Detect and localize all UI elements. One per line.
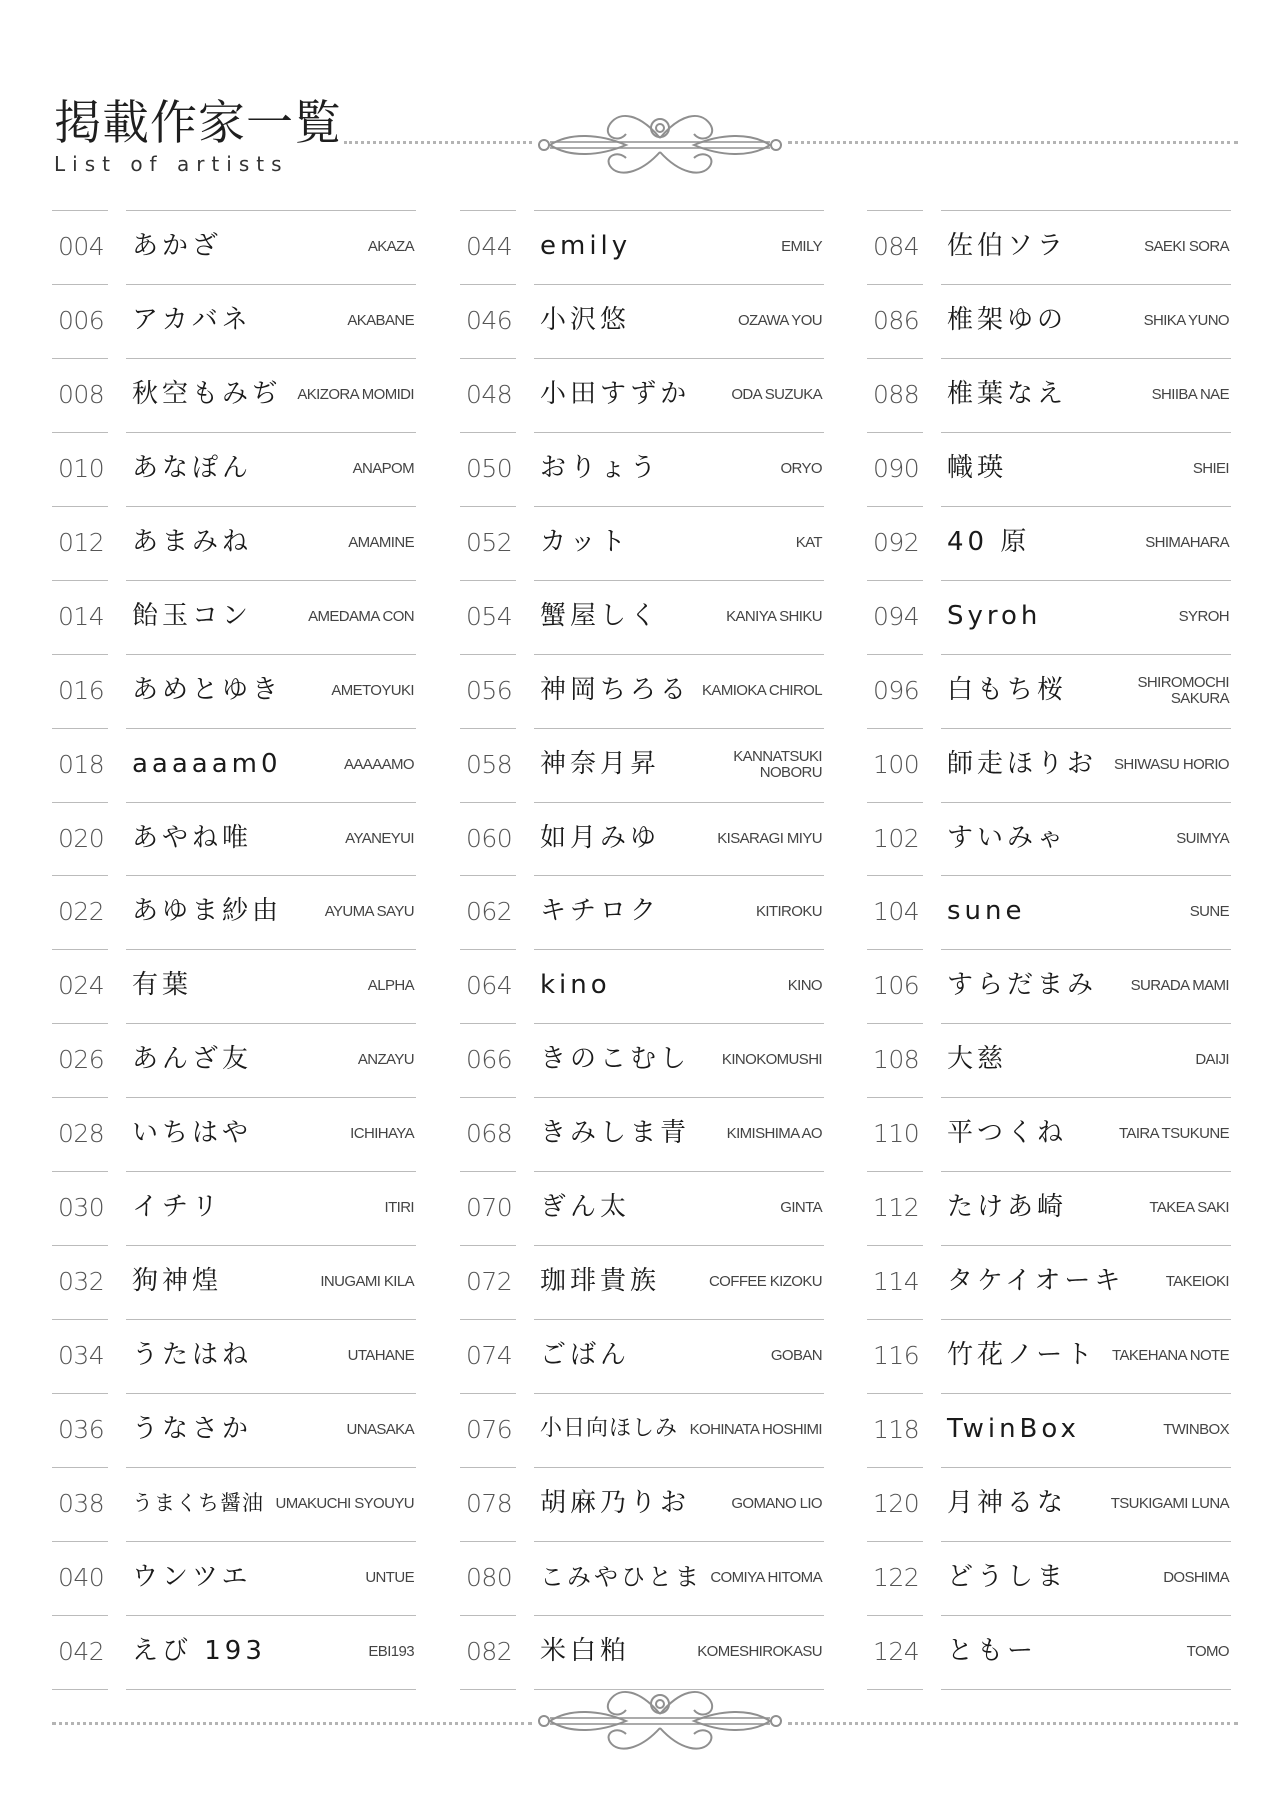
artist-name: キチロク (540, 896, 661, 927)
artist-name-romanized: SUNE (1189, 903, 1229, 921)
page-number: 014 (58, 601, 105, 631)
artist-row (52, 1320, 416, 1394)
artist-name-romanized: SHIWASU HORIO (1114, 755, 1229, 773)
artist-name: すいみゃ (947, 822, 1068, 853)
page-number: 118 (873, 1415, 920, 1444)
page-number: 028 (58, 1119, 105, 1149)
page-number: 116 (873, 1341, 920, 1371)
artist-name-romanized: AKAZA (367, 238, 414, 255)
artist-name-romanized: SHIMAHARA (1145, 533, 1229, 551)
page-number: 044 (466, 232, 513, 261)
artist-row (460, 803, 824, 877)
artist-name: 小日向ほしみ (540, 1416, 679, 1441)
artist-name-romanized: TAKEIOKI (1165, 1273, 1229, 1291)
header-dotted-rule-right (788, 141, 1238, 144)
page-number: 040 (58, 1562, 105, 1592)
artist-name: 平つくね (947, 1118, 1068, 1149)
page-number: 064 (466, 971, 513, 1001)
artist-name-romanized: GINTA (780, 1199, 822, 1217)
artist-name: kino (540, 970, 611, 1001)
page-number: 034 (58, 1341, 105, 1371)
page-subtitle: List of artists (54, 152, 289, 176)
artist-name-romanized: UNTUE (365, 1568, 414, 1586)
artist-name-romanized: ODA SUZUKA (731, 385, 822, 403)
artist-name-romanized: SHIKA YUNO (1143, 311, 1229, 329)
artist-row (867, 950, 1231, 1024)
artist-row (52, 1616, 416, 1690)
page-number: 108 (873, 1045, 920, 1075)
artist-row (867, 876, 1231, 950)
page-number: 114 (873, 1267, 920, 1297)
page-number: 112 (873, 1193, 920, 1223)
artist-row (52, 655, 416, 729)
artist-row (460, 876, 824, 950)
page-number: 074 (466, 1341, 513, 1371)
page-number: 110 (873, 1119, 920, 1149)
artist-row (460, 950, 824, 1024)
page-number: 120 (873, 1488, 920, 1518)
artist-name-romanized: ANZAYU (357, 1051, 414, 1069)
artist-row (867, 1542, 1231, 1616)
artist-name: 師走ほりお (947, 748, 1098, 779)
artist-name: emily (540, 231, 632, 261)
artist-name: あかざ (132, 231, 223, 261)
artist-row (52, 1394, 416, 1468)
artist-row (460, 433, 824, 507)
artist-name: ぎん太 (540, 1192, 631, 1223)
page-number: 066 (466, 1045, 513, 1075)
page-number: 048 (466, 379, 513, 409)
header-dotted-rule-left (344, 141, 532, 144)
artist-name: いちはや (132, 1118, 253, 1149)
page-number: 080 (466, 1562, 513, 1592)
artist-name-romanized: OZAWA YOU (737, 311, 822, 329)
artist-name: どうしま (947, 1561, 1068, 1592)
artist-name-romanized: UNASAKA (346, 1421, 414, 1438)
artist-name: こみやひとま (540, 1562, 702, 1591)
artist-name: 大慈 (947, 1044, 1008, 1075)
page-number: 008 (58, 379, 105, 409)
artist-row (867, 1394, 1231, 1468)
footer-dotted-rule-left (52, 1722, 532, 1725)
artist-name: おりょう (540, 452, 661, 483)
artist-name-romanized: TAKEA SAKI (1149, 1199, 1229, 1217)
artist-name: うなさか (132, 1414, 253, 1444)
page-number: 092 (873, 527, 920, 557)
artist-name-romanized: KAMIOKA CHIROL (702, 681, 822, 699)
artist-row (460, 1024, 824, 1098)
artist-name-romanized: KOMESHIROKASU (697, 1642, 822, 1660)
artist-name: 胡麻乃りお (540, 1487, 691, 1518)
artist-name: sune (947, 896, 1026, 927)
page-number: 026 (58, 1045, 105, 1075)
page-number: 082 (466, 1636, 513, 1666)
artist-name: きみしま青 (540, 1118, 691, 1149)
artist-name-romanized: GOMANO LIO (731, 1494, 822, 1512)
page-number: 102 (873, 823, 920, 853)
artist-row (52, 1024, 416, 1098)
artist-column-1 (52, 210, 416, 1671)
artist-name-romanized: GOBAN (770, 1347, 822, 1365)
page-title: 掲載作家一覧 (54, 96, 342, 151)
page-number: 086 (873, 305, 920, 335)
artist-name-romanized: SHIIBA NAE (1151, 385, 1229, 403)
page-number: 106 (873, 971, 920, 1001)
artist-name-romanized: SHIROMOCHI SAKURA (1137, 673, 1229, 707)
artist-row (867, 211, 1231, 285)
page-number: 018 (58, 749, 105, 779)
artist-name: 米白粕 (540, 1635, 631, 1666)
artist-name: すらだまみ (947, 970, 1098, 1001)
artist-name-romanized: ITIRI (384, 1199, 414, 1217)
page-number: 006 (58, 305, 105, 335)
artist-row (867, 1320, 1231, 1394)
artist-row (867, 803, 1231, 877)
artist-name: うたはね (132, 1340, 253, 1371)
artist-name-romanized: ICHIHAYA (350, 1125, 414, 1143)
artist-row (460, 1098, 824, 1172)
artist-row (52, 1468, 416, 1542)
page-number: 058 (466, 749, 513, 779)
artist-row (52, 1098, 416, 1172)
artist-row (52, 285, 416, 359)
artist-row (52, 876, 416, 950)
page-number: 062 (466, 897, 513, 927)
artist-row (52, 359, 416, 433)
page-number: 090 (873, 453, 920, 483)
artist-row (52, 507, 416, 581)
artist-row (867, 655, 1231, 729)
artist-name: えび 193 (132, 1635, 266, 1666)
page-number: 042 (58, 1636, 105, 1666)
artist-name-romanized: UTAHANE (347, 1347, 414, 1365)
artist-row (460, 1468, 824, 1542)
artist-name-romanized: ALPHA (367, 977, 414, 995)
artist-name: タケイオーキ (947, 1266, 1125, 1297)
artist-row (867, 729, 1231, 803)
artist-name: 幟瑛 (947, 452, 1008, 483)
artist-row (460, 359, 824, 433)
artist-name-romanized: AMEDAMA CON (308, 607, 414, 625)
artist-name-romanized: UMAKUCHI SYOUYU (275, 1494, 414, 1512)
page-number: 076 (466, 1415, 513, 1444)
page-number: 050 (466, 453, 513, 483)
artist-name: きのこむし (540, 1044, 691, 1075)
artist-name-romanized: KANIYA SHIKU (726, 607, 822, 625)
artist-name-romanized: KANNATSUKI NOBORU (733, 747, 822, 781)
artist-name: 椎架ゆの (947, 304, 1068, 335)
artist-name-romanized: EMILY (781, 238, 822, 255)
artist-row (460, 211, 824, 285)
artist-name-romanized: SURADA MAMI (1130, 977, 1229, 995)
artist-name-romanized: SHIEI (1192, 459, 1229, 477)
artist-name-romanized: ANAPOM (352, 459, 414, 477)
artist-row (867, 581, 1231, 655)
artist-row (52, 433, 416, 507)
artist-name: あやね唯 (132, 822, 253, 853)
page-number: 094 (873, 601, 920, 631)
artist-name: あまみね (132, 526, 253, 557)
artist-row (867, 1024, 1231, 1098)
artist-row (52, 211, 416, 285)
artist-row (52, 1172, 416, 1246)
artist-row (460, 1172, 824, 1246)
page-number: 020 (58, 823, 105, 853)
artist-name: 飴玉コン (132, 600, 253, 631)
artist-name-romanized: KOHINATA HOSHIMI (689, 1421, 822, 1438)
artist-name: 40 原 (947, 526, 1031, 557)
artist-name-romanized: DOSHIMA (1163, 1568, 1229, 1586)
page-number: 038 (58, 1488, 105, 1518)
page-number: 032 (58, 1267, 105, 1297)
artist-row (460, 581, 824, 655)
artist-name: あゆま紗由 (132, 896, 283, 927)
page-number: 088 (873, 379, 920, 409)
artist-row (52, 803, 416, 877)
artist-name-romanized: AMETOYUKI (331, 681, 414, 699)
page-number: 078 (466, 1488, 513, 1518)
artist-name-romanized: TOMO (1186, 1642, 1229, 1660)
page-number: 096 (873, 675, 920, 705)
artist-name: 月神るな (947, 1487, 1068, 1518)
artist-name: カット (540, 526, 630, 557)
artist-name-romanized: KAT (795, 533, 822, 551)
page-number: 052 (466, 527, 513, 557)
artist-row (867, 285, 1231, 359)
artist-row (867, 433, 1231, 507)
artist-name-romanized: EBI193 (368, 1642, 414, 1660)
artist-name-romanized: TSUKIGAMI LUNA (1110, 1494, 1229, 1512)
artist-name-romanized: AYANEYUI (345, 829, 414, 847)
artist-row (867, 1468, 1231, 1542)
artist-name-romanized: ORYO (780, 459, 822, 477)
artist-name: あんざ友 (132, 1044, 253, 1075)
scroll-flourish-icon (530, 104, 790, 184)
artist-name-romanized: AKABANE (347, 311, 414, 329)
artist-name: aaaaam0 (132, 748, 282, 779)
artist-name: 神奈月昇 (540, 748, 661, 779)
artist-name: 神岡ちろる (540, 674, 691, 705)
artist-row (867, 359, 1231, 433)
artist-name: ごばん (540, 1340, 631, 1371)
artist-name: イチリ (132, 1192, 223, 1223)
artist-name-romanized: SAEKI SORA (1144, 238, 1229, 255)
artist-row (460, 655, 824, 729)
artist-name-romanized: AMAMINE (348, 533, 414, 551)
artist-name-romanized: TWINBOX (1163, 1421, 1229, 1438)
artist-row (867, 1172, 1231, 1246)
artist-name-romanized: SYROH (1178, 607, 1229, 625)
artist-name: あめとゆき (132, 674, 283, 705)
artist-name-romanized: COFFEE KIZOKU (708, 1273, 822, 1291)
artist-name: 椎葉なえ (947, 378, 1068, 409)
artist-row (52, 581, 416, 655)
artist-name: 如月みゆ (540, 822, 661, 853)
artist-name-romanized: TAKEHANA NOTE (1112, 1347, 1229, 1365)
page-number: 004 (58, 232, 105, 261)
artist-name-romanized: SUIMYA (1176, 829, 1229, 847)
artist-row (52, 729, 416, 803)
artist-name: 有葉 (132, 970, 193, 1001)
page-number: 054 (466, 601, 513, 631)
page-number: 030 (58, 1193, 105, 1223)
artist-row (460, 1616, 824, 1690)
artist-name: 珈琲貴族 (540, 1266, 661, 1297)
artist-name: うまくち醤油 (132, 1490, 264, 1515)
artist-name: 秋空もみぢ (132, 378, 283, 409)
page-number: 056 (466, 675, 513, 705)
artist-name-romanized: AAAAAMO (344, 755, 414, 773)
artist-name-romanized: KIMISHIMA AO (726, 1125, 822, 1143)
artist-name-romanized: COMIYA HITOMA (710, 1568, 822, 1586)
artist-row (867, 1246, 1231, 1320)
artist-name: たけあ崎 (947, 1192, 1068, 1223)
page-number: 084 (873, 232, 920, 261)
artist-row (52, 950, 416, 1024)
page-number: 016 (58, 675, 105, 705)
artist-name: 小田すずか (540, 378, 691, 409)
artist-row (52, 1246, 416, 1320)
artist-column-3 (867, 210, 1231, 1671)
artist-name: ウンツエ (132, 1561, 252, 1592)
artist-name-romanized: TAIRA TSUKUNE (1118, 1125, 1229, 1143)
artist-name: ともー (947, 1635, 1038, 1666)
page-number: 046 (466, 305, 513, 335)
artist-name: Syroh (947, 600, 1042, 631)
scroll-flourish-icon (530, 1680, 790, 1760)
page-number: 010 (58, 453, 105, 483)
page-number: 012 (58, 527, 105, 557)
page-number: 072 (466, 1267, 513, 1297)
artist-row (460, 1320, 824, 1394)
artist-row (460, 729, 824, 803)
artist-row (867, 507, 1231, 581)
artist-name: あなぽん (132, 452, 253, 483)
page-number: 122 (873, 1562, 920, 1592)
artist-row (460, 1394, 824, 1468)
artist-name-romanized: KINOKOMUSHI (721, 1051, 822, 1069)
page-number: 124 (873, 1636, 920, 1666)
page-number: 104 (873, 897, 920, 927)
page-number: 022 (58, 897, 105, 927)
page-number: 024 (58, 971, 105, 1001)
artist-row (867, 1616, 1231, 1690)
page-number: 100 (873, 749, 920, 779)
artist-name-romanized: KITIROKU (755, 903, 822, 921)
artist-name: 狗神煌 (132, 1266, 223, 1297)
page-number: 060 (466, 823, 513, 853)
artist-name: 竹花ノート (947, 1340, 1097, 1371)
artist-name: 小沢悠 (540, 304, 631, 335)
artist-name: 白もち桜 (947, 674, 1068, 705)
page-number: 070 (466, 1193, 513, 1223)
artist-row (460, 1246, 824, 1320)
footer-dotted-rule-right (788, 1722, 1238, 1725)
artist-name-romanized: DAIJI (1195, 1051, 1229, 1069)
artist-row (867, 1098, 1231, 1172)
artist-name: 蟹屋しく (540, 600, 661, 631)
artist-name-romanized: KISARAGI MIYU (717, 829, 822, 847)
page-header (54, 98, 342, 176)
artist-row (52, 1542, 416, 1616)
artist-column-2 (460, 210, 824, 1671)
artist-row (460, 507, 824, 581)
artist-name: 佐伯ソラ (947, 231, 1068, 261)
page-number: 068 (466, 1119, 513, 1149)
artist-name-romanized: KINO (787, 977, 822, 995)
artist-row (460, 1542, 824, 1616)
artist-name-romanized: AKIZORA MOMIDI (297, 385, 414, 403)
artist-name: アカバネ (132, 304, 252, 335)
artist-name: TwinBox (947, 1414, 1080, 1444)
artist-row (460, 285, 824, 359)
artist-name-romanized: AYUMA SAYU (324, 903, 414, 921)
page-number: 036 (58, 1415, 105, 1444)
artist-name-romanized: INUGAMI KILA (320, 1273, 414, 1291)
